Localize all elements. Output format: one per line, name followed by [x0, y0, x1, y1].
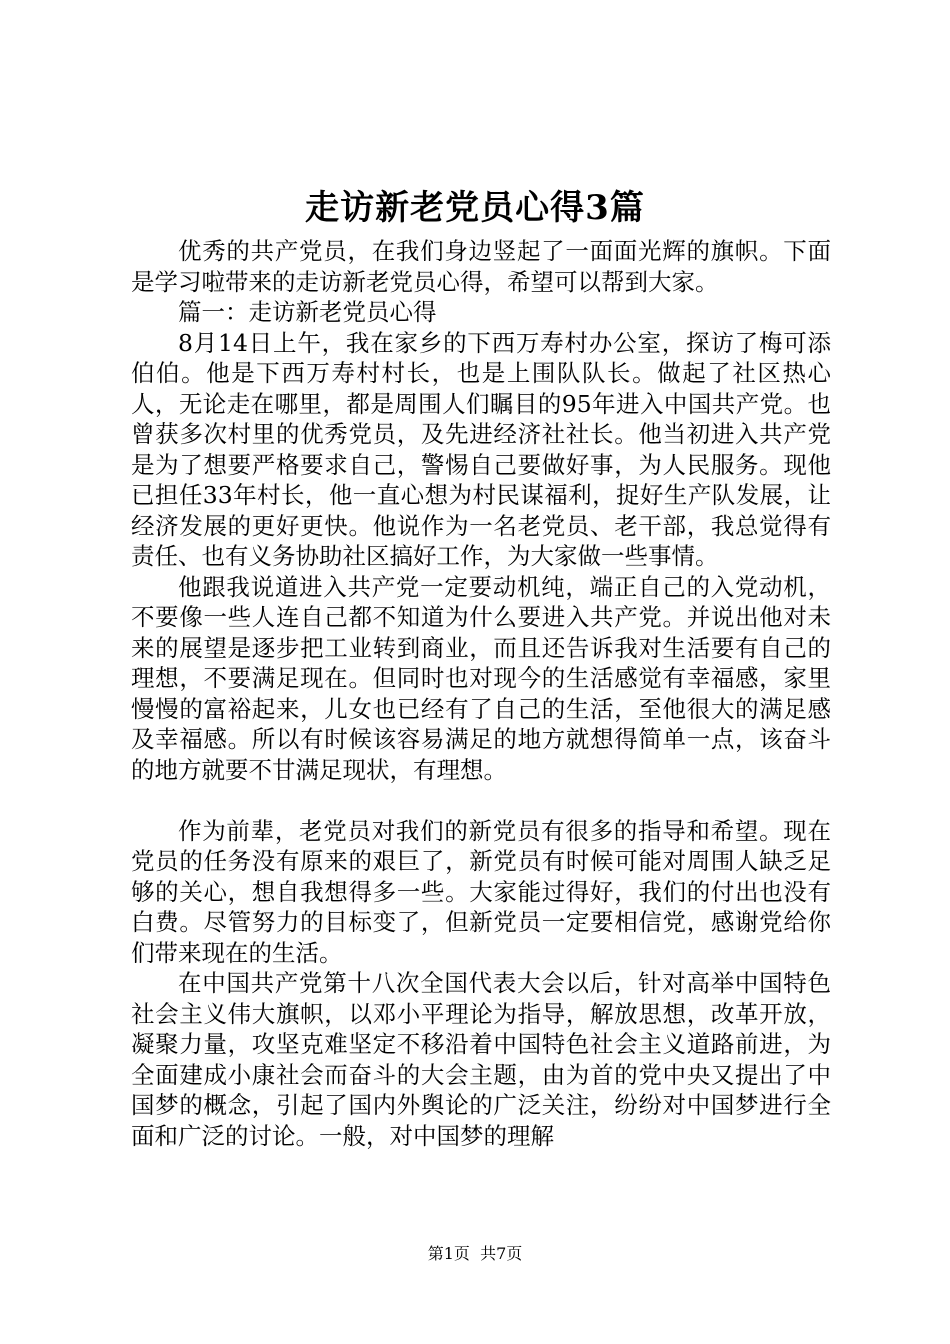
- paragraph-guidance: 作为前辈，老党员对我们的新党员有很多的指导和希望。现在党员的任务没有原来的艰巨了，新党员有时候可能对周围人缺乏足够的关心，想自我想得多一些。大家能过得好，我们的付出也没有白费。尽管努力的目标变了，但新党员一定要相信党，感谢党给你们带来现在的生活。: [131, 816, 831, 967]
- page-number: 第1页: [427, 1244, 470, 1263]
- document-body: [131, 236, 831, 1151]
- document-title: 走访新老党员心得3篇: [305, 188, 645, 228]
- paragraph-intro: 优秀的共产党员，在我们身边竖起了一面面光辉的旗帜。下面是学习啦带来的走访新老党员心得，希望可以帮到大家。: [131, 237, 831, 296]
- page-total: 共7页: [480, 1244, 523, 1263]
- paragraph-motive: 他跟我说道进入共产党一定要动机纯，端正自己的入党动机，不要像一些人连自己都不知道为什么要进入共产党。并说出他对未来的展望是逐步把工业转到商业，而且还告诉我对生活要有自己的理想，不要满足现在。但同时也对现今的生活感觉有幸福感，家里慢慢的富裕起来，儿女也已经有了自己的生活，至他很大的满足感及幸福感。所以有时候该容易满足的地方就想得简单一点，该奋斗的地方就要不甘满足现状，有理想。: [131, 572, 831, 784]
- page-footer: [0, 1243, 950, 1265]
- paragraph-visit: 8月14日上午，我在家乡的下西万寿村办公室，探访了梅可添伯伯。他是下西万寿村村长，也是上围队队长。做起了社区热心人，无论走在哪里，都是周围人们瞩目的95年进入中国共产党。也曾获多次村里的优秀党员，及先进经济社社长。他当初进入共产党是为了想要严格要求自己，警惕自己要做好事，为人民服务。现他已担任33年村长，他一直心想为村民谋福利，捉好生产队发展，让经济发展的更好更快。他说作为一名老党员、老干部，我总觉得有责任、也有义务协助社区搞好工作，为大家做一些事情。: [131, 328, 831, 570]
- section-heading: 篇一：走访新老党员心得: [178, 298, 437, 326]
- paragraph-chinese-dream: 在中国共产党第十八次全国代表大会以后，针对高举中国特色社会主义伟大旗帜，以邓小平理论为指导，解放思想，改革开放，凝聚力量，攻坚克难坚定不移沿着中国特色社会主义道路前进，为全面建成小康社会而奋斗的大会主题，由为首的党中央又提出了中国梦的概念，引起了国内外舆论的广泛关注，纷纷对中国梦进行全面和广泛的讨论。一般，对中国梦的理解: [131, 969, 831, 1150]
